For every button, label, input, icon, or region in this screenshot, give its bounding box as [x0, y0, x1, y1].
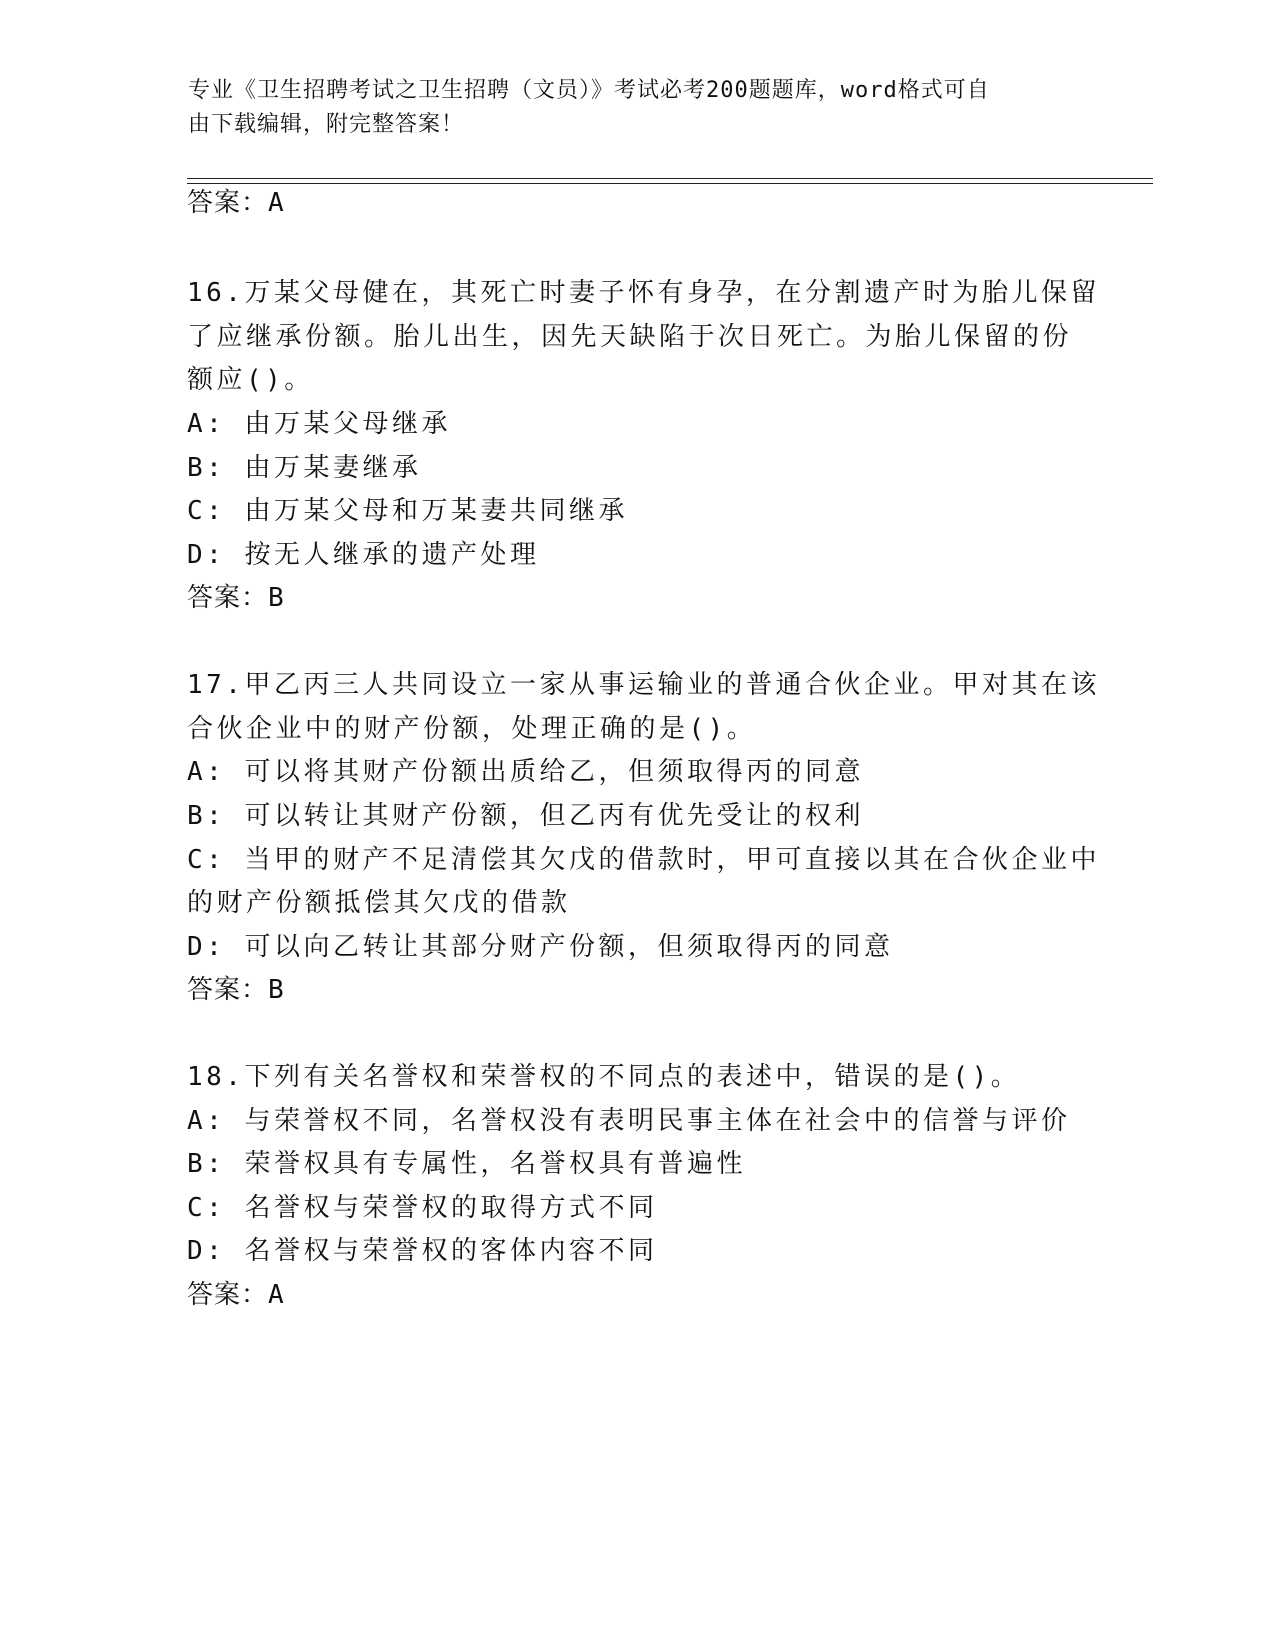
question-16-option-a: A: 由万某父母继承 [187, 409, 451, 439]
question-18-option-c: C: 名誉权与荣誉权的取得方式不同 [187, 1193, 658, 1223]
header-divider-bottom [187, 183, 1153, 184]
question-18-option-d: D: 名誉权与荣誉权的客体内容不同 [187, 1236, 658, 1266]
question-17-option-c-line-2: 的财产份额抵偿其欠戊的借款 [187, 888, 571, 918]
question-18-stem-line-1: 18.下列有关名誉权和荣誉权的不同点的表述中，错误的是()。 [187, 1062, 1021, 1092]
header-intro-line-2: 由下载编辑，附完整答案！ [188, 112, 465, 137]
question-17-stem-line-1: 17.甲乙丙三人共同设立一家从事运输业的普通合伙企业。甲对其在该 [187, 670, 1100, 700]
question-17-stem-line-2: 合伙企业中的财产份额，处理正确的是()。 [187, 714, 757, 744]
previous-answer: 答案：A [187, 188, 285, 218]
question-17-option-c-line-1: C: 当甲的财产不足清偿其欠戊的借款时，甲可直接以其在合伙企业中 [187, 845, 1100, 875]
question-16-answer: 答案：B [187, 583, 285, 613]
question-18-answer: 答案：A [187, 1280, 285, 1310]
header-intro-line-1: 专业《卫生招聘考试之卫生招聘（文员）》考试必考200题题库，word格式可自 [188, 78, 990, 103]
question-16-option-c: C: 由万某父母和万某妻共同继承 [187, 496, 628, 526]
question-17-option-b: B: 可以转让其财产份额，但乙丙有优先受让的权利 [187, 801, 864, 831]
question-16-stem-line-1: 16.万某父母健在，其死亡时妻子怀有身孕，在分割遗产时为胎儿保留 [187, 278, 1100, 308]
header-divider-top [187, 178, 1153, 179]
question-18-option-a: A: 与荣誉权不同，名誉权没有表明民事主体在社会中的信誉与评价 [187, 1106, 1071, 1136]
document-header [188, 74, 1068, 142]
question-17-option-d: D: 可以向乙转让其部分财产份额，但须取得丙的同意 [187, 932, 894, 962]
question-16-stem-line-3: 额应()。 [187, 365, 314, 395]
question-16-option-d: D: 按无人继承的遗产处理 [187, 540, 540, 570]
question-17-option-a: A: 可以将其财产份额出质给乙，但须取得丙的同意 [187, 757, 864, 787]
question-18-option-b: B: 荣誉权具有专属性，名誉权具有普遍性 [187, 1149, 746, 1179]
question-16-stem-line-2: 了应继承份额。胎儿出生，因先天缺陷于次日死亡。为胎儿保留的份 [187, 322, 1073, 352]
question-17-answer: 答案：B [187, 975, 285, 1005]
question-16-option-b: B: 由万某妻继承 [187, 453, 422, 483]
